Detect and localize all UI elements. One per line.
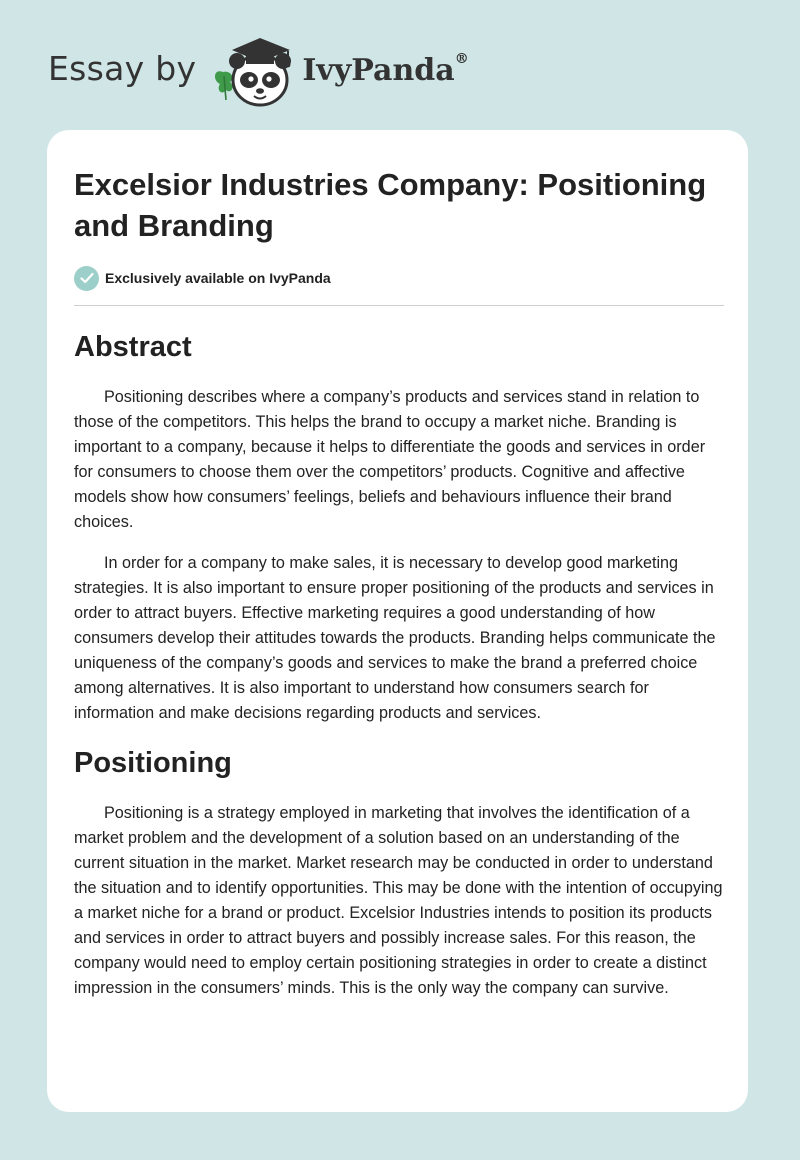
section-heading-positioning: Positioning <box>74 747 232 779</box>
essay-card <box>47 130 748 1112</box>
paragraph: In order for a company to make sales, it is necessary to develop good marketing strategies. It is also important to ensure proper positioning of the products and services in order to attract buyers. Effective marketing requires a good understanding of how consumers develop their attitudes towards the products. Branding helps communicate the uniqueness of the company’s goods and services to make the brand a preferred choice among alternatives. It is also important to understand how consumers search for information and make decisions regarding products and services. <box>74 554 716 722</box>
site-header <box>48 34 469 110</box>
brand-name-text: IvyPanda <box>302 52 455 88</box>
exclusive-label: Exclusively available on IvyPanda <box>105 270 331 286</box>
title-divider <box>74 305 724 306</box>
paragraph: Positioning describes where a company’s products and services stand in relation to those of the competitors. This helps the brand to occupy a market niche. Branding is important to a company, because it helps to differentiate the goods and services in order for consumers to choose them over the competitors’ products. Cognitive and affective models show how consumers’ feelings, beliefs and behaviours influence their brand choices. <box>74 388 706 531</box>
paragraph: Positioning is a strategy employed in marketing that involves the identification of a market problem and the development of a solution based on an understanding of the current situation in the market. Market research may be conducted in order to understand the situation and to identify opportunities. This may be done with the intention of occupying a market niche for a brand or product. Excelsior Industries intends to position its products and services in order to attract buyers and possibly increase sales. For this reason, the company would need to employ certain positioning strategies in order to create a distinct impression in the consumers’ minds. This is the only way the company can survive. <box>74 804 723 997</box>
registered-mark: ® <box>454 50 469 67</box>
exclusive-badge <box>74 265 724 291</box>
panda-graduate-icon[interactable] <box>210 34 300 110</box>
essay-by-label: Essay by <box>48 48 197 88</box>
check-circle-icon <box>74 266 99 291</box>
section-heading-abstract: Abstract <box>74 331 192 363</box>
essay-title: Excelsior Industries Company: Positioning and Branding <box>74 167 707 243</box>
ivypanda-wordmark[interactable] <box>302 50 469 88</box>
essay-content <box>74 164 724 1001</box>
